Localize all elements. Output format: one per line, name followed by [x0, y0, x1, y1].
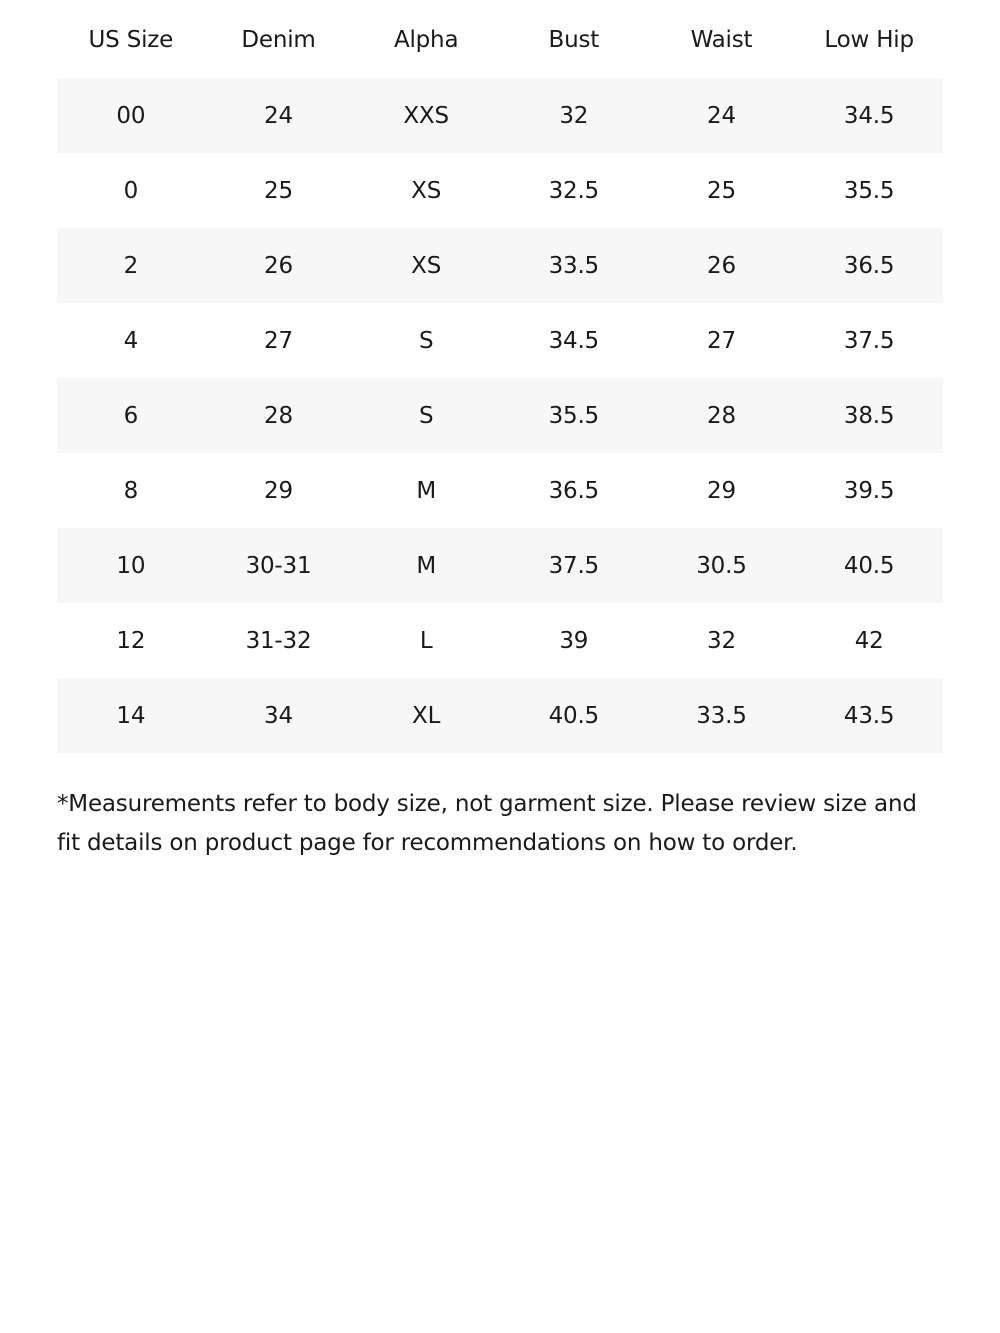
cell-us-size: 6	[123, 402, 139, 429]
table-row	[57, 78, 943, 153]
cell-alpha: M	[416, 477, 436, 504]
cell-bust: 32	[559, 102, 589, 129]
cell-bust: 40.5	[548, 702, 599, 729]
cell-us-size: 10	[116, 552, 146, 579]
cell-waist: 25	[707, 177, 736, 204]
cell-low-hip: 38.5	[843, 402, 895, 429]
cell-alpha: S	[418, 327, 434, 354]
cell-low-hip: 39.5	[843, 477, 895, 504]
cell-low-hip: 37.5	[843, 327, 895, 354]
table-row	[57, 453, 943, 528]
cell-denim: 29	[264, 477, 293, 504]
cell-denim: 34	[264, 702, 293, 729]
cell-bust: 32.5	[548, 177, 599, 204]
table-row	[57, 153, 943, 228]
cell-waist: 28	[707, 402, 736, 429]
cell-us-size: 0	[123, 177, 139, 204]
cell-denim: 27	[264, 327, 293, 354]
cell-low-hip: 34.5	[843, 102, 895, 129]
column-header-us-size: US Size	[88, 27, 174, 53]
cell-us-size: 4	[123, 327, 139, 354]
cell-denim: 28	[264, 402, 293, 429]
cell-denim: 26	[264, 252, 293, 279]
cell-low-hip: 35.5	[843, 177, 895, 204]
cell-alpha: M	[416, 552, 436, 579]
column-header-bust: Bust	[548, 27, 600, 53]
column-header-low-hip: Low Hip	[824, 27, 914, 53]
table-row	[57, 303, 943, 378]
cell-bust: 39	[559, 627, 589, 654]
cell-waist: 27	[707, 327, 736, 354]
cell-alpha: XS	[411, 252, 442, 279]
table-row	[57, 528, 943, 603]
column-header-waist: Waist	[690, 27, 753, 53]
cell-denim: 30-31	[245, 552, 312, 579]
measurement-footnote: *Measurements refer to body size, not garment size. Please review size and fit details on product page for recommendations on how to order.	[57, 791, 917, 856]
table-row	[57, 228, 943, 303]
cell-low-hip: 42	[854, 627, 884, 654]
table-header-row	[57, 2, 943, 78]
cell-low-hip: 40.5	[843, 552, 895, 579]
cell-alpha: XL	[412, 702, 441, 729]
cell-alpha: XXS	[403, 102, 449, 129]
cell-alpha: S	[418, 402, 434, 429]
cell-us-size: 14	[116, 702, 146, 729]
table-row	[57, 603, 943, 678]
cell-waist: 32	[707, 627, 736, 654]
cell-waist: 29	[707, 477, 736, 504]
cell-us-size: 12	[116, 627, 146, 654]
cell-waist: 24	[707, 102, 736, 129]
cell-alpha: L	[419, 627, 433, 654]
cell-denim: 25	[264, 177, 293, 204]
size-chart-table	[57, 2, 943, 753]
cell-bust: 35.5	[548, 402, 599, 429]
cell-low-hip: 36.5	[843, 252, 895, 279]
table-row	[57, 378, 943, 453]
cell-denim: 24	[264, 102, 293, 129]
cell-bust: 36.5	[548, 477, 599, 504]
cell-bust: 34.5	[548, 327, 599, 354]
cell-us-size: 8	[123, 477, 139, 504]
table-row	[57, 678, 943, 753]
column-header-alpha: Alpha	[393, 27, 459, 53]
cell-bust: 37.5	[548, 552, 599, 579]
cell-denim: 31-32	[245, 627, 312, 654]
cell-waist: 30.5	[696, 552, 747, 579]
cell-waist: 26	[707, 252, 736, 279]
cell-us-size: 00	[116, 102, 146, 129]
cell-us-size: 2	[123, 252, 139, 279]
cell-alpha: XS	[411, 177, 442, 204]
cell-waist: 33.5	[696, 702, 747, 729]
column-header-denim: Denim	[241, 27, 316, 53]
cell-bust: 33.5	[548, 252, 599, 279]
cell-low-hip: 43.5	[843, 702, 895, 729]
